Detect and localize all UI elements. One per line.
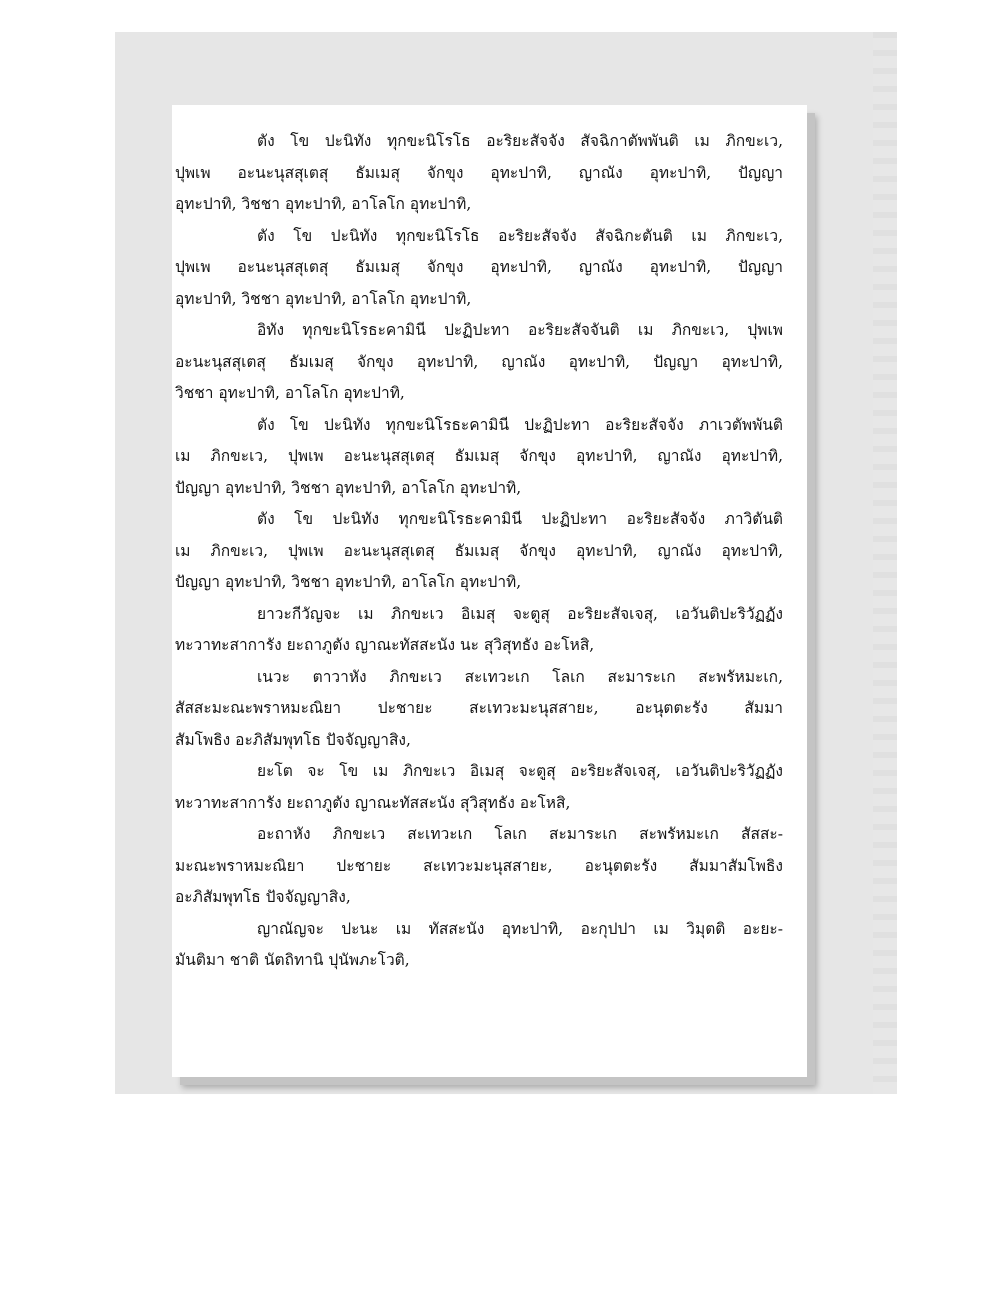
paragraph [175, 504, 783, 599]
text-line: ตัง โข ปะนิทัง ทุกขะนิโรธะคามินี ปะฏิปะทา อะริยะสัจจัง ภาวิตันติ [257, 510, 783, 528]
paragraph [175, 599, 783, 662]
paragraph [175, 756, 783, 819]
text-line: อุทะปาทิ, วิชชา อุทะปาทิ, อาโลโก อุทะปาทิ, [175, 195, 472, 213]
text-line: อะภิสัมพุทโธ ปัจจัญญาสิง, [175, 888, 351, 906]
paragraph [175, 662, 783, 757]
paragraph [175, 126, 783, 221]
text-line: ปุพเพ อะนะนุสสุเตสุ ธัมเมสุ จักขุง อุทะปาทิ, ญาณัง อุทะปาทิ, ปัญญา [175, 258, 783, 276]
text-line: เม ภิกขะเว, ปุพเพ อะนะนุสสุเตสุ ธัมเมสุ จักขุง อุทะปาทิ, ญาณัง อุทะปาทิ, [175, 447, 783, 465]
text-line: ทะวาทะสาการัง ยะถาภูตัง ญาณะทัสสะนัง สุวิสุทธัง อะโหสิ, [175, 793, 571, 812]
chant-text [175, 126, 783, 977]
text-line: สัสสะมะณะพราหมะณิยา ปะชายะ สะเทวะมะนุสสายะ, อะนุตตะรัง สัมมา [175, 699, 783, 717]
text-line: อิทัง ทุกขะนิโรธะคามินี ปะฏิปะทา อะริยะสัจจันติ เม ภิกขะเว, ปุพเพ [257, 321, 783, 339]
paragraph [175, 914, 783, 977]
paragraph [175, 819, 783, 914]
text-line: สัมโพธิง อะภิสัมพุทโธ ปัจจัญญาสิง, [175, 730, 411, 749]
text-line: มะณะพราหมะณิยา ปะชายะ สะเทวะมะนุสสายะ, อะนุตตะรัง สัมมาสัมโพธิง [175, 856, 783, 875]
text-line: ปุพเพ อะนะนุสสุเตสุ ธัมเมสุ จักขุง อุทะปาทิ, ญาณัง อุทะปาทิ, ปัญญา [175, 163, 783, 182]
text-line: ตัง โข ปะนิทัง ทุกขะนิโรโธ อะริยะสัจจัง สัจฉิกาตัพพันติ เม ภิกขะเว, [257, 132, 783, 150]
text-line: ทะวาทะสาการัง ยะถาภูตัง ญาณะทัสสะนัง นะ สุวิสุทธัง อะโหสิ, [175, 636, 595, 654]
text-line: มันติมา ชาติ นัตถิทานิ ปุนัพภะโวติ, [175, 951, 410, 969]
text-line: เม ภิกขะเว, ปุพเพ อะนะนุสสุเตสุ ธัมเมสุ จักขุง อุทะปาทิ, ญาณัง อุทะปาทิ, [175, 541, 783, 560]
text-line: วิชชา อุทะปาทิ, อาโลโก อุทะปาทิ, [175, 384, 405, 402]
text-line: ปัญญา อุทะปาทิ, วิชชา อุทะปาทิ, อาโลโก อุทะปาทิ, [175, 478, 522, 497]
text-line: ตัง โข ปะนิทัง ทุกขะนิโรธะคามินี ปะฏิปะทา อะริยะสัจจัง ภาเวตัพพันติ [257, 415, 783, 434]
text-line: อะนะนุสสุเตสุ ธัมเมสุ จักขุง อุทะปาทิ, ญาณัง อุทะปาทิ, ปัญญา อุทะปาทิ, [175, 352, 783, 371]
adjacent-page-edge [873, 32, 897, 1094]
text-line: ยาวะกีวัญจะ เม ภิกขะเว อิเมสุ จะตูสุ อะริยะสัจเจสุ, เอวันติปะริวัฏฏัง [257, 604, 783, 623]
text-line: ยะโต จะ โข เม ภิกขะเว อิเมสุ จะตูสุ อะริยะสัจเจสุ, เอวันติปะริวัฏฏัง [257, 762, 783, 780]
text-line: อะถาหัง ภิกขะเว สะเทวะเก โลเก สะมาระเก สะพรัหมะเก สัสสะ- [257, 825, 783, 843]
text-line: ปัญญา อุทะปาทิ, วิชชา อุทะปาทิ, อาโลโก อุทะปาทิ, [175, 573, 522, 591]
text-line: ญาณัญจะ ปะนะ เม ทัสสะนัง อุทะปาทิ, อะกุปปา เม วิมุตติ อะยะ- [257, 919, 783, 938]
text-line: ตัง โข ปะนิทัง ทุกขะนิโรโธ อะริยะสัจจัง สัจฉิกะตันติ เม ภิกขะเว, [257, 226, 783, 245]
text-line: เนวะ ตาวาหัง ภิกขะเว สะเทวะเก โลเก สะมาระเก สะพรัหมะเก, [257, 667, 783, 686]
paragraph [175, 315, 783, 410]
paragraph [175, 221, 783, 316]
paragraph [175, 410, 783, 505]
text-line: อุทะปาทิ, วิชชา อุทะปาทิ, อาโลโก อุทะปาทิ, [175, 289, 472, 308]
